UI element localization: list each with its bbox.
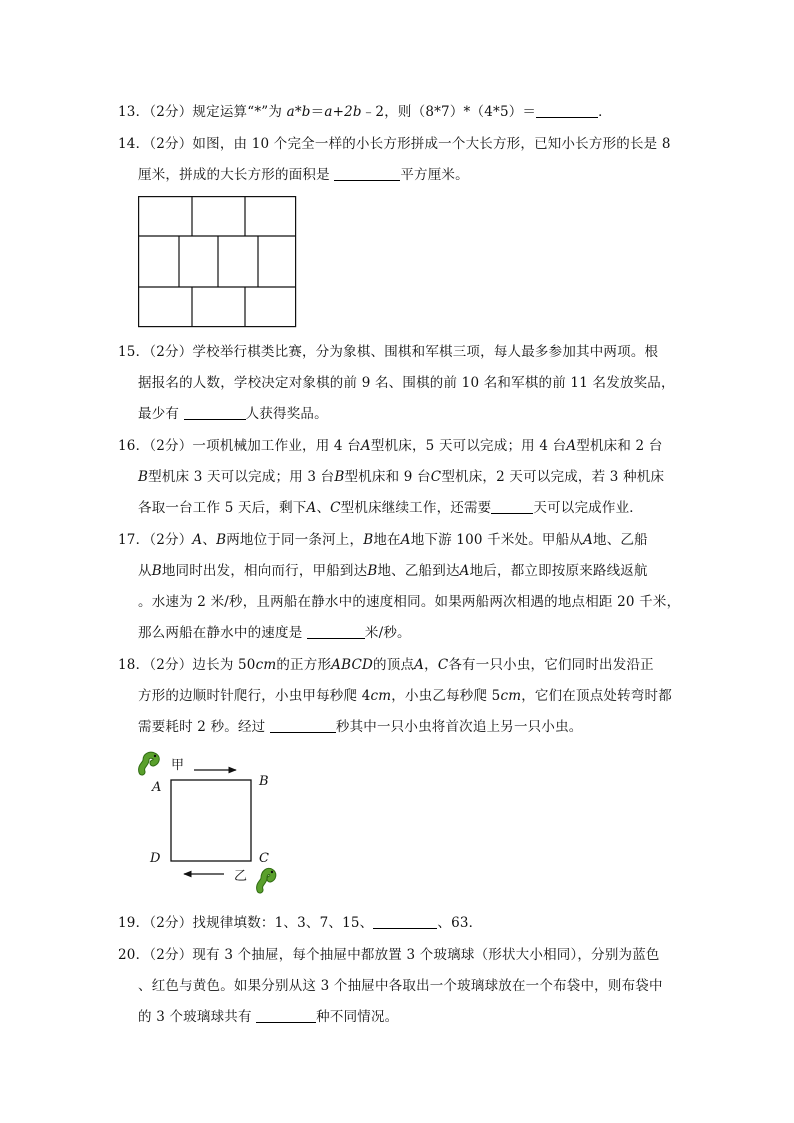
vertex-d-label: D (150, 851, 161, 866)
vertex-c-label: C (259, 851, 269, 866)
tiling-outer (139, 197, 296, 327)
question-15-line2: 据报名的人数，学校决定对象棋的前 9 名、围棋的前 10 名和军棋的前 11 名发放奖品， (138, 375, 675, 391)
question-16: 16．（2分）一项机械加工作业，用 4 台A型机床，5 天可以完成；用 4 台A型机床和 2 台 (118, 438, 663, 454)
question-17: 17．（2分）A、B两地位于同一条河上，B地在A地下游 100 千米处。甲船从A地、乙船 (118, 532, 648, 548)
question-14-line2: 厘米，拼成的大长方形的面积是 平方厘米。 (138, 167, 469, 183)
question-13: 13．（2分）规定运算“*”为 a*b＝a+2b﹣2，则（8*7）*（4*5）＝ ． (118, 104, 612, 120)
answer-blank[interactable] (334, 166, 400, 181)
answer-blank[interactable] (307, 624, 365, 639)
answer-blank[interactable] (536, 103, 598, 118)
worm-icon (142, 755, 157, 772)
worm-b-label: 乙 (234, 869, 248, 884)
question-14: 14．（2分）如图，由 10 个完全一样的小长方形拼成一个大长方形，已知小长方形的长是 8 (118, 136, 671, 152)
question-20: 20．（2分）现有 3 个抽屉，每个抽屉中都放置 3 个玻璃球（形状大小相同），分别为蓝色 (118, 947, 660, 963)
square-worms-figure (136, 750, 296, 898)
rectangle-tiling-figure (138, 196, 298, 328)
question-15: 15．（2分）学校举行棋类比赛，分为象棋、围棋和军棋三项，每人最多参加其中两项。根 (118, 344, 659, 360)
answer-blank[interactable] (491, 499, 533, 514)
question-17-line2: 从B地同时出发，相向而行，甲船到达B地、乙船到达A地后，都立即按原来路线返航 (138, 563, 648, 579)
question-20-line3: 的 3 个玻璃球共有 种不同情况。 (138, 1009, 399, 1025)
question-16-line3: 各取一台工作 5 天后，剩下A、C型机床继续工作，还需要 天可以完成作业． (138, 500, 643, 516)
answer-blank[interactable] (184, 405, 246, 420)
vertex-a-label: A (152, 780, 162, 795)
q13-score: （2分） (149, 104, 193, 120)
question-20-line2: 、红色与黄色。如果分别从这 3 个抽屉中各取出一个玻璃球放在一个布袋中，则布袋中 (138, 978, 663, 994)
question-18-line2: 方形的边顺时针爬行，小虫甲每秒爬 4cm，小虫乙每秒爬 5cm，它们在顶点处转弯时都 (138, 688, 672, 704)
question-16-line2: B型机床 3 天可以完成；用 3 台B型机床和 9 台C型机床，2 天可以完成，若 3 种机床 (138, 469, 665, 485)
vertex-b-label: B (259, 774, 269, 789)
answer-blank[interactable] (256, 1008, 316, 1023)
answer-blank[interactable] (373, 914, 437, 929)
answer-blank[interactable] (270, 718, 336, 733)
question-18-line3: 需要耗时 2 秒。经过 秒其中一只小虫将首次追上另一只小虫。 (138, 719, 583, 735)
question-15-line3: 最少有 人获得奖品。 (138, 406, 328, 422)
question-17-line4: 那么两船在静水中的速度是 米/秒。 (138, 625, 411, 641)
worm-icon (260, 871, 274, 890)
question-18: 18．（2分）边长为 50cm的正方形ABCD的顶点A，C各有一只小虫，它们同时出发沿正 (118, 657, 654, 673)
worm-a-label: 甲 (171, 758, 185, 773)
q13-number: 13． (118, 104, 150, 120)
question-19: 19．（2分）找规律填数：1、3、7、15、 、63． (118, 915, 483, 931)
square-abcd (171, 780, 251, 861)
question-17-line3: 。水速为 2 米/秒，且两船在静水中的速度相同。如果两船两次相遇的地点相距 20 千米， (138, 594, 681, 610)
